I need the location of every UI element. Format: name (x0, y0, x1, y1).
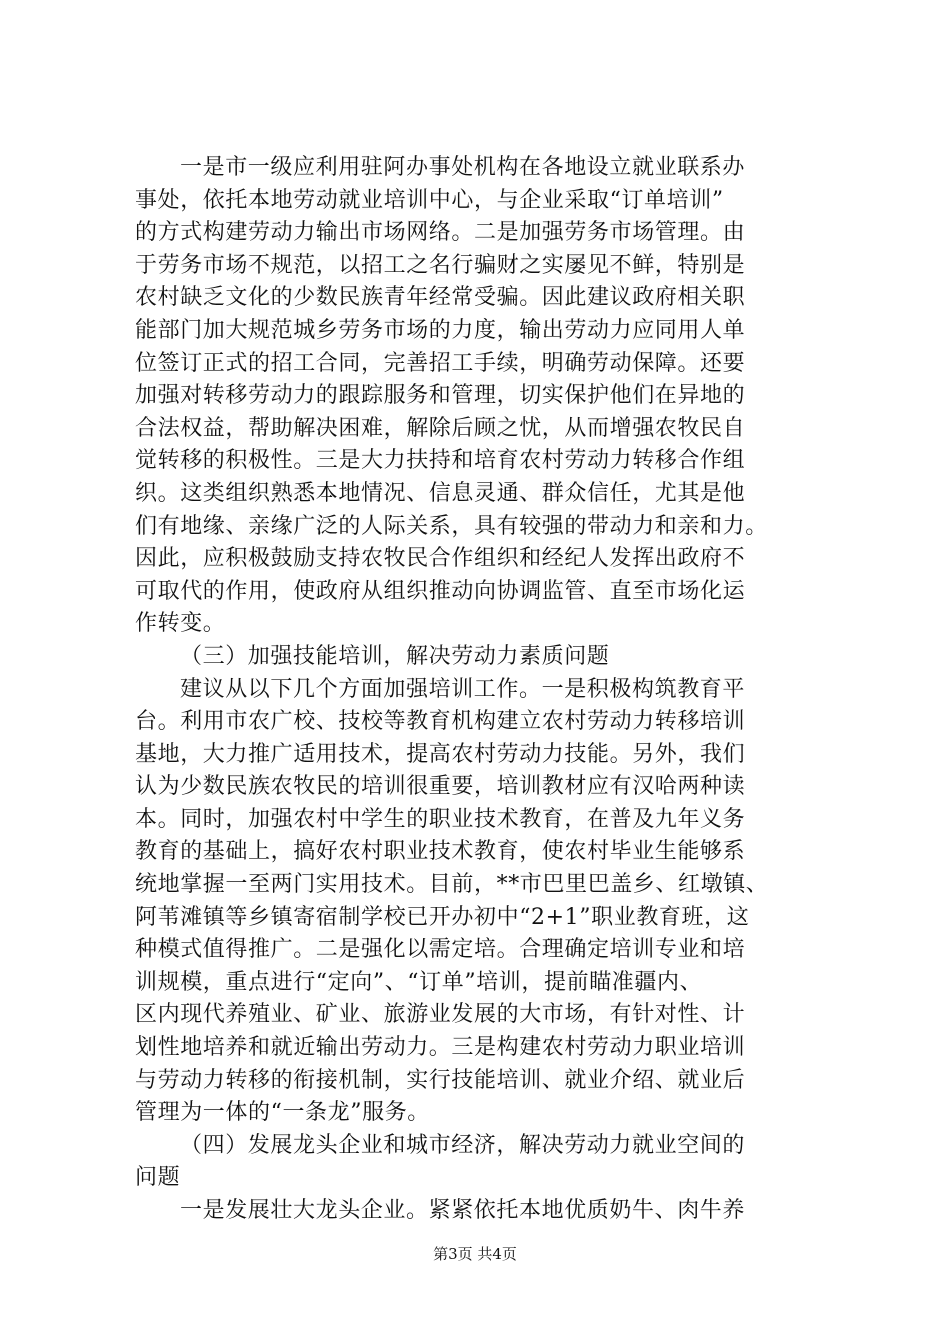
paragraph-line: 可取代的作用，使政府从组织推动向协调监管、直至市场化运 (135, 578, 746, 604)
paragraph-line: 作转变。 (135, 611, 226, 637)
paragraph-line: 事处，依托本地劳动就业培训中心，与企业采取“订单培训” (135, 187, 724, 213)
paragraph-line: 基地，大力推广适用技术，提高农村劳动力技能。另外，我们 (135, 741, 746, 767)
document-body (135, 152, 835, 1228)
section-heading: （四）发展龙头企业和城市经济，解决劳动力就业空间的 (180, 1132, 746, 1158)
paragraph-line: 于劳务市场不规范，以招工之名行骗财之实屡见不鲜，特别是 (135, 252, 746, 278)
paragraph-line: 因此，应积极鼓励支持农牧民合作组织和经纪人发挥出政府不 (135, 546, 746, 572)
paragraph-line: 训规模，重点进行“定向”、“订单”培训，提前瞄准疆内、 (135, 969, 703, 995)
paragraph-line: 加强对转移劳动力的跟踪服务和管理，切实保护他们在异地的 (135, 383, 746, 409)
paragraph-line: 一是发展壮大龙头企业。紧紧依托本地优质奶牛、肉牛养 (180, 1198, 746, 1223)
paragraph-line: 觉转移的积极性。三是大力扶持和培育农村劳动力转移合作组 (135, 448, 746, 474)
paragraph-line: 种模式值得推广。二是强化以需定培。合理确定培训专业和培 (135, 937, 746, 963)
paragraph-line: 台。利用市农广校、技校等教育机构建立农村劳动力转移培训 (135, 709, 746, 735)
paragraph-line: 本。同时，加强农村中学生的职业技术教育，在普及九年义务 (135, 806, 746, 832)
paragraph-line: 一是市一级应利用驻阿办事处机构在各地设立就业联系办 (180, 155, 746, 180)
paragraph-line: 划性地培养和就近输出劳动力。三是构建农村劳动力职业培训 (135, 1035, 746, 1061)
paragraph-line: 认为少数民族农牧民的培训很重要，培训教材应有汉哈两种读 (135, 774, 746, 800)
paragraph-line: 农村缺乏文化的少数民族青年经常受骗。因此建议政府相关职 (135, 285, 746, 311)
paragraph-line: 统地掌握一至两门实用技术。目前，**市巴里巴盖乡、红墩镇、 (135, 872, 769, 898)
paragraph-line: 阿苇滩镇等乡镇寄宿制学校已开办初中“2+1”职业教育班，这 (135, 904, 750, 930)
paragraph-line: 能部门加大规范城乡劳务市场的力度，输出劳动力应同用人单 (135, 317, 746, 343)
paragraph-line: 合法权益，帮助解决困难，解除后顾之忧，从而增强农牧民自 (135, 415, 746, 441)
page-footer (0, 1243, 950, 1264)
section-heading: （三）加强技能培训，解决劳动力素质问题 (180, 643, 610, 669)
paragraph-line: 管理为一体的“一条龙”服务。 (135, 1100, 430, 1126)
paragraph-line: 区内现代养殖业、矿业、旅游业发展的大市场，有针对性、计 (135, 1002, 746, 1028)
paragraph-line: 与劳动力转移的衔接机制，实行技能培训、就业介绍、就业后 (135, 1067, 746, 1093)
paragraph-line: 们有地缘、亲缘广泛的人际关系，具有较强的带动力和亲和力。 (135, 513, 768, 539)
section-heading-continued: 问题 (135, 1165, 181, 1191)
paragraph-line: 建议从以下几个方面加强培训工作。一是积极构筑教育平 (180, 676, 746, 702)
paragraph-line: 教育的基础上，搞好农村职业技术教育，使农村毕业生能够系 (135, 839, 746, 865)
paragraph-line: 的方式构建劳动力输出市场网络。二是加强劳务市场管理。由 (135, 220, 746, 246)
page-number-label: 第3页 共4页 (433, 1245, 517, 1263)
paragraph-line: 位签订正式的招工合同，完善招工手续，明确劳动保障。还要 (135, 350, 746, 376)
paragraph-line: 织。这类组织熟悉本地情况、信息灵通、群众信任，尤其是他 (135, 480, 746, 506)
